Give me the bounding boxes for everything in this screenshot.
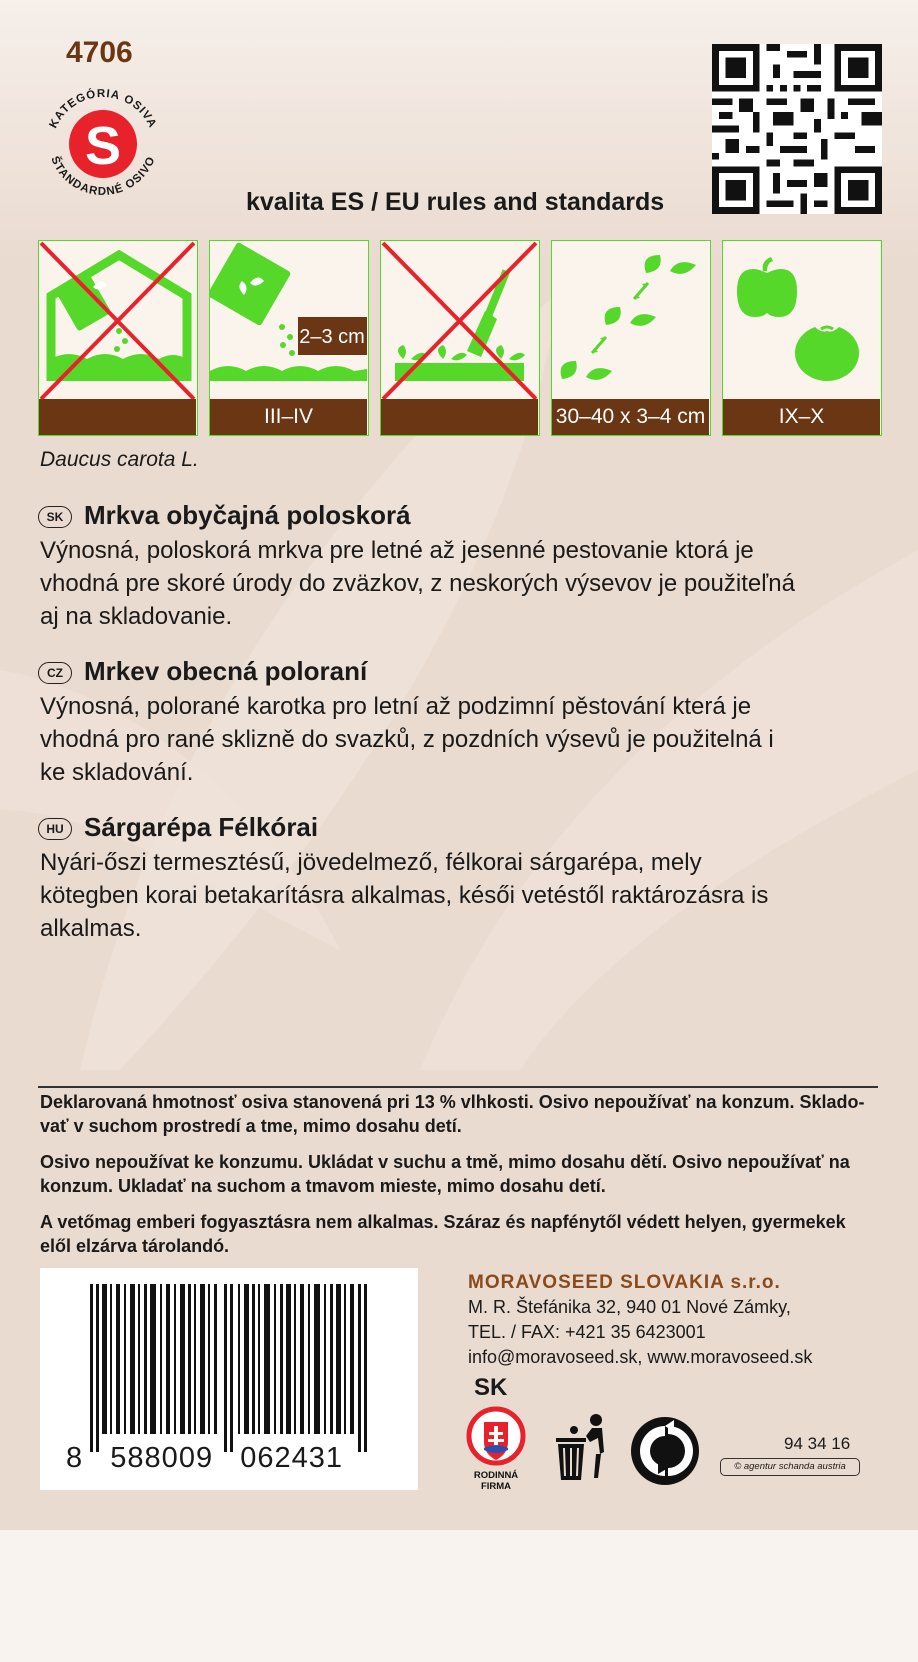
- section-hu-description: [40, 846, 890, 945]
- company-info: [468, 1270, 812, 1370]
- section-sk-description: [40, 534, 890, 633]
- country-label: SK: [474, 1374, 508, 1401]
- family-business-logo-icon: [466, 1404, 526, 1494]
- company-name: MORAVOSEED SLOVAKIA s.r.o.: [468, 1272, 781, 1293]
- description-line: alkalmas.: [40, 915, 142, 942]
- harvest-pictogram: [722, 240, 882, 436]
- seed-category-letter: S: [84, 116, 122, 176]
- legal-cz: [40, 1150, 890, 1198]
- description-line: ke skladování.: [40, 759, 194, 786]
- quality-line: kvalita ES / EU rules and standards: [246, 188, 665, 216]
- section-cz-title: Mrkev obecná poloraní: [84, 656, 368, 686]
- qr-code-icon[interactable]: [712, 44, 882, 214]
- barcode-number: 8 588009 062431: [66, 1442, 344, 1474]
- transplant-icon: [381, 241, 538, 401]
- product-code: 4706: [66, 36, 133, 69]
- seed-category-bottom-text: ŠTANDARDNÉ OSIVO: [48, 154, 158, 199]
- legal-sk: [40, 1090, 890, 1138]
- lang-badge-hu: HU: [38, 818, 72, 840]
- company-address: M. R. Štefánika 32, 940 01 Nové Zámky,: [468, 1297, 791, 1317]
- harvest-label: IX–X: [723, 399, 880, 435]
- section-cz-description: [40, 690, 890, 789]
- greenhouse-sowing-pictogram: [38, 240, 198, 436]
- print-number: 94 34 16: [784, 1434, 851, 1453]
- seed-category-top-text: KATEGÓRIA OSIVA: [47, 87, 159, 131]
- legal-line: Osivo nepoužívat ke konzumu. Ukládat v suchu a tmě, mimo dosahu dětí. Osivo nepoužívať na: [40, 1152, 850, 1172]
- family-logo-line: RODINNÁ: [473, 1470, 519, 1481]
- greenhouse-sowing-icon: [39, 241, 196, 401]
- sowing-period-label: III–IV: [210, 399, 367, 435]
- transplant-pictogram: [380, 240, 540, 436]
- family-logo-line: FIRMA: [480, 1481, 512, 1492]
- background-bottom: [0, 1530, 918, 1662]
- seed-category-badge-icon: [38, 78, 168, 208]
- section-sk-heading: [38, 500, 411, 531]
- company-phone: TEL. / FAX: +421 35 6423001: [468, 1322, 706, 1342]
- harvest-icon: [723, 241, 880, 401]
- spacing-pictogram: [551, 240, 711, 436]
- lang-badge-sk: SK: [38, 506, 72, 528]
- legal-line: Deklarovaná hmotnosť osiva stanovená pri 13 % vlhkosti. Osivo nepoužívať na konzum. Sklado-: [40, 1092, 865, 1112]
- agency-credit: © agentur schanda austria: [720, 1458, 860, 1476]
- latin-name: Daucus carota L.: [40, 448, 199, 471]
- cultivation-pictograms: [38, 240, 886, 436]
- description-line: aj na skladovanie.: [40, 603, 233, 630]
- legal-line: konzum. Ukladať na suchom a tmavom mieste, mimo dosahu detí.: [40, 1176, 606, 1196]
- spacing-icon: [552, 241, 709, 401]
- legal-line: elől elzárva tárolandó.: [40, 1236, 230, 1256]
- description-line: Nyári-őszi termesztésű, jövedelmező, félkorai sárgarépa, mely: [40, 849, 702, 876]
- section-hu-title: Sárgarépa Félkórai: [84, 812, 319, 842]
- transplant-label: [381, 399, 538, 435]
- section-hu-heading: [38, 812, 318, 843]
- description-line: Výnosná, polorané karotka pro letní až podzimní pěstování která je: [40, 693, 752, 720]
- description-line: Výnosná, poloskorá mrkva pre letné až jesenné pestovanie ktorá je: [40, 537, 754, 564]
- greenhouse-sowing-label: [39, 399, 196, 435]
- spacing-label: 30–40 x 3–4 cm: [552, 399, 709, 435]
- description-line: kötegben korai betakarításra alkalmas, késői vetéstől raktározásra is: [40, 882, 769, 909]
- description-line: vhodná pre skoré úrody do zväzkov, z neskorých výsevov je použiteľná: [40, 570, 795, 597]
- sowing-depth-value: 2–3 cm: [299, 326, 365, 348]
- recycle-bin-icon: [548, 1408, 610, 1484]
- sowing-depth-icon: [210, 241, 367, 401]
- divider: [38, 1086, 878, 1088]
- section-cz-heading: [38, 656, 367, 687]
- legal-line: vať v suchom prostredí a tme, mimo dosahu detí.: [40, 1116, 462, 1136]
- legal-hu: [40, 1210, 890, 1258]
- lang-badge-cz: CZ: [38, 662, 72, 684]
- section-sk-title: Mrkva obyčajná poloskorá: [84, 500, 411, 530]
- green-dot-icon: [630, 1416, 700, 1486]
- legal-line: A vetőmag emberi fogyasztásra nem alkalmas. Száraz és napfénytől védett helyen, gyermekek: [40, 1212, 846, 1232]
- company-web[interactable]: info@moravoseed.sk, www.moravoseed.sk: [468, 1347, 813, 1367]
- description-line: vhodná pro rané sklizně do svazků, z pozdních výsevů je použitelná i: [40, 726, 774, 753]
- sowing-depth-pictogram: [209, 240, 369, 436]
